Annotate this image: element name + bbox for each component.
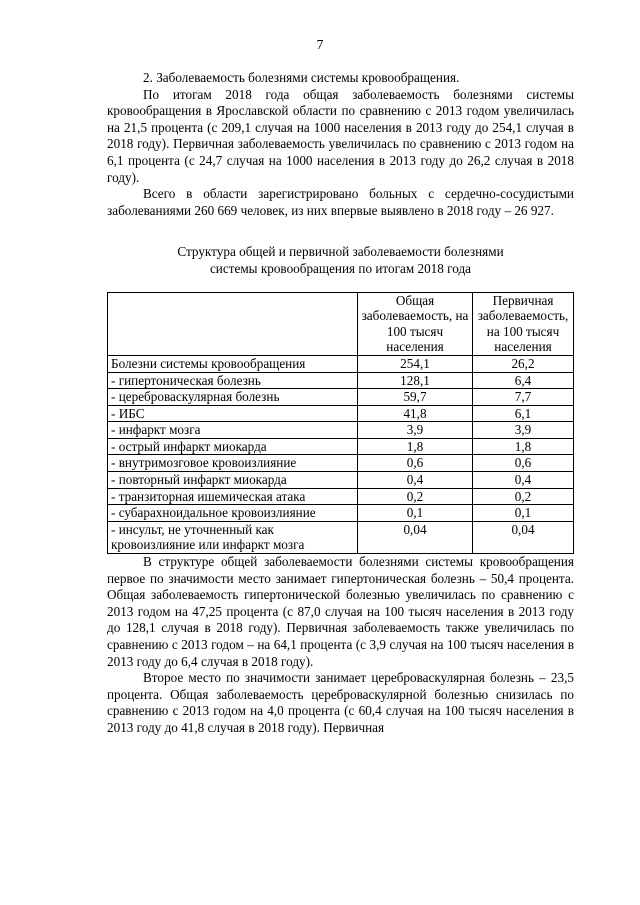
table-row — [108, 488, 574, 505]
table-row — [108, 355, 574, 372]
table-row — [108, 422, 574, 439]
morbidity-table — [107, 292, 574, 555]
primary-value-cell: 0,4 — [473, 472, 574, 489]
disease-cell: - цереброваскулярная болезнь — [108, 389, 358, 406]
table-row — [108, 505, 574, 522]
table-header-cell — [108, 292, 358, 355]
total-value-cell: 254,1 — [358, 355, 473, 372]
table-title — [107, 244, 574, 277]
primary-value-cell: 0,2 — [473, 488, 574, 505]
total-value-cell: 0,2 — [358, 488, 473, 505]
primary-value-cell: 7,7 — [473, 389, 574, 406]
total-value-cell: 0,04 — [358, 521, 473, 553]
table-row — [108, 472, 574, 489]
section-heading: 2. Заболеваемость болезнями системы кровообращения. — [143, 70, 460, 85]
disease-cell: - инфаркт мозга — [108, 422, 358, 439]
page-number: 7 — [316, 38, 324, 53]
document-body — [107, 70, 574, 737]
primary-value-cell: 0,04 — [473, 521, 574, 553]
total-value-cell: 3,9 — [358, 422, 473, 439]
table-row — [108, 372, 574, 389]
total-value-cell: 59,7 — [358, 389, 473, 406]
disease-cell: - повторный инфаркт миокарда — [108, 472, 358, 489]
paragraph: В структуре общей заболеваемости болезнями системы кровообращения первое по значимости место занимает гипертоническая болезнь – 50,4 процента. Общая заболеваемость гипертонической болезнью увеличилась по сравнению с 2013 годом на 47,25 процента (с 87,0 случая на 100 тысяч населения в 2013 году до 128,1 случая в 2018 году). Первичная заболеваемость также увеличилась по сравнению с 2013 годом – на 64,1 процента (с 3,9 случая на 100 тысяч населения в 2013 году до 6,4 случая в 2018 году). — [107, 554, 574, 669]
table-row — [108, 389, 574, 406]
disease-cell: - внутримозговое кровоизлияние — [108, 455, 358, 472]
table-title-line: системы кровообращения по итогам 2018 года — [209, 260, 472, 276]
table-row — [108, 455, 574, 472]
disease-cell: - острый инфаркт миокарда — [108, 438, 358, 455]
primary-value-cell: 3,9 — [473, 422, 574, 439]
primary-value-cell: 0,6 — [473, 455, 574, 472]
table-row — [108, 438, 574, 455]
paragraph: По итогам 2018 года общая заболеваемость болезнями системы кровообращения в Ярославской области по сравнению с 2013 годом увеличилась на 21,5 процента (с 209,1 случая на 1000 населения в 2013 году до 254,1 случая в 2018 году). Первичная заболеваемость увеличилась по сравнению с 2013 годом на 6,1 процента (с 24,7 случая на 1000 населения в 2013 году до 26,2 случая в 2018 году). — [107, 86, 574, 185]
disease-cell: - гипертоническая болезнь — [108, 372, 358, 389]
primary-value-cell: 1,8 — [473, 438, 574, 455]
total-value-cell: 41,8 — [358, 405, 473, 422]
total-value-cell: 1,8 — [358, 438, 473, 455]
table-row — [108, 405, 574, 422]
primary-value-cell: 26,2 — [473, 355, 574, 372]
table-header-row — [108, 292, 574, 355]
disease-cell: - ИБС — [108, 405, 358, 422]
primary-value-cell: 0,1 — [473, 505, 574, 522]
disease-cell: - транзиторная ишемическая атака — [108, 488, 358, 505]
table-header-cell: Первичная заболеваемость, на 100 тысяч населения — [473, 292, 574, 355]
table-header-cell: Общая заболеваемость, на 100 тысяч населения — [358, 292, 473, 355]
table-row — [108, 521, 574, 553]
primary-value-cell: 6,4 — [473, 372, 574, 389]
total-value-cell: 0,6 — [358, 455, 473, 472]
disease-cell: - субарахноидальное кровоизлияние — [108, 505, 358, 522]
table-title-line: Структура общей и первичной заболеваемости болезнями — [177, 244, 504, 260]
primary-value-cell: 6,1 — [473, 405, 574, 422]
disease-cell: - инсульт, не уточненный как кровоизлияние или инфаркт мозга — [108, 521, 358, 553]
total-value-cell: 0,4 — [358, 472, 473, 489]
total-value-cell: 128,1 — [358, 372, 473, 389]
total-value-cell: 0,1 — [358, 505, 473, 522]
paragraph: Второе место по значимости занимает цереброваскулярная болезнь – 23,5 процента. Общая заболеваемость цереброваскулярной болезнью снизилась по сравнению с 2013 годом на 4,0 процента (с 60,4 случая на 100 тысяч населения в 2013 году до 41,8 случая в 2018 году). Первичная — [107, 670, 574, 735]
disease-cell: Болезни системы кровообращения — [108, 355, 358, 372]
paragraph: Всего в области зарегистрировано больных с сердечно-сосудистыми заболеваниями 260 669 человек, из них впервые выявлено в 2018 году – 26 927. — [107, 186, 574, 218]
